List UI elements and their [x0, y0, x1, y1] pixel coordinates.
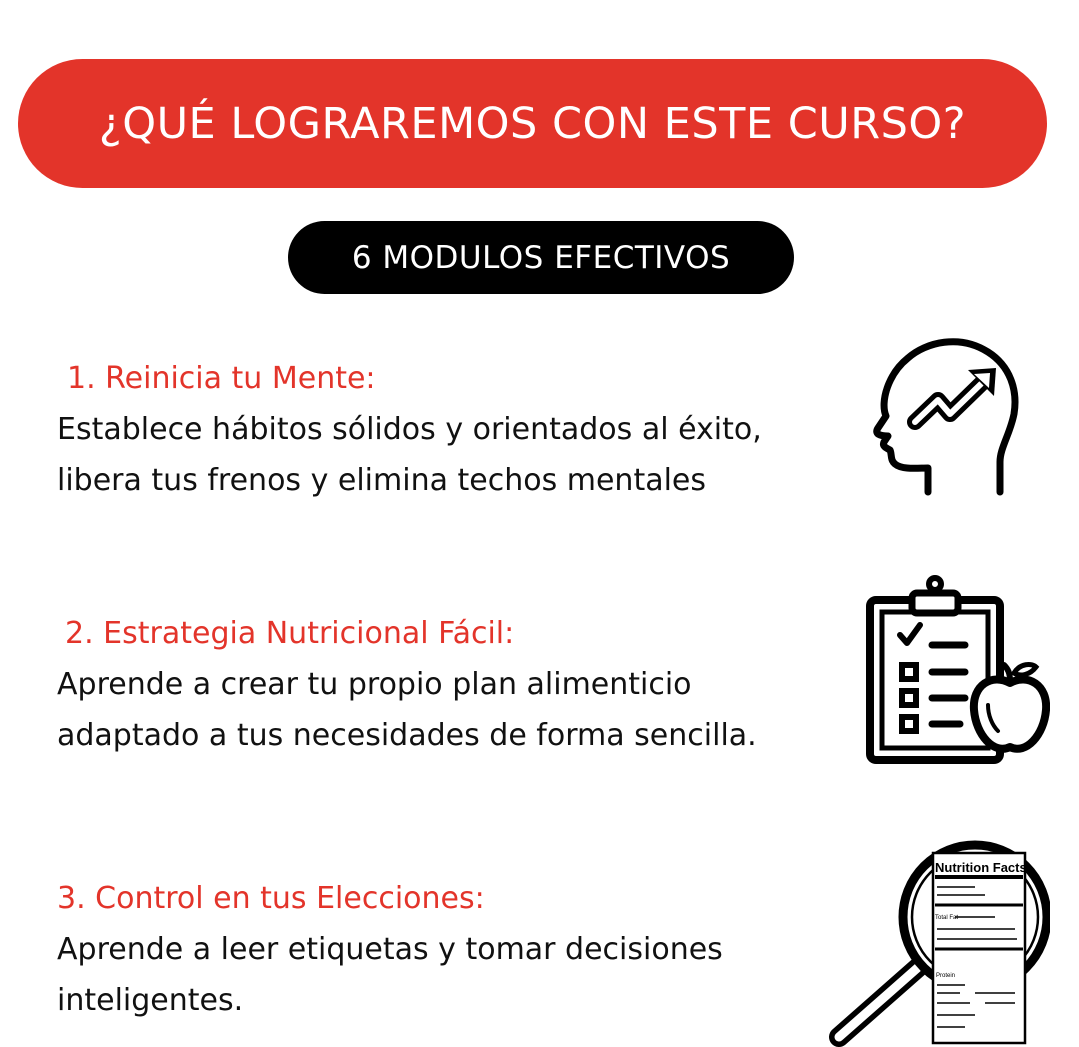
modules-badge	[288, 221, 794, 294]
module-2	[57, 609, 817, 761]
nutrition-label-protein: Protein	[936, 973, 956, 979]
module-title: 1. Reinicia tu Mente:	[67, 361, 376, 396]
module-1	[57, 354, 817, 506]
module-description: Aprende a leer etiquetas y tomar decisiones inteligentes.	[57, 932, 723, 1018]
magnifier-nutrition-label-icon	[825, 835, 1050, 1047]
module-3	[57, 874, 817, 1026]
clipboard-apple-icon	[860, 575, 1050, 770]
module-title: 2. Estrategia Nutricional Fácil:	[65, 616, 515, 651]
header-banner	[18, 59, 1047, 188]
nutrition-label-fat: Total Fat	[935, 915, 959, 921]
head-growth-arrow-icon	[860, 330, 1030, 500]
modules-badge-label: 6 MODULOS EFECTIVOS	[351, 239, 731, 276]
nutrition-label-heading: Nutrition Facts	[935, 860, 1027, 875]
module-title: 3. Control en tus Elecciones:	[57, 881, 485, 916]
module-description: Aprende a crear tu propio plan alimenticio adaptado a tus necesidades de forma sencilla.	[57, 667, 757, 753]
page-title: ¿QUÉ LOGRAREMOS CON ESTE CURSO?	[98, 98, 967, 149]
module-description: Establece hábitos sólidos y orientados al éxito, libera tus frenos y elimina techos mentales	[57, 412, 762, 498]
